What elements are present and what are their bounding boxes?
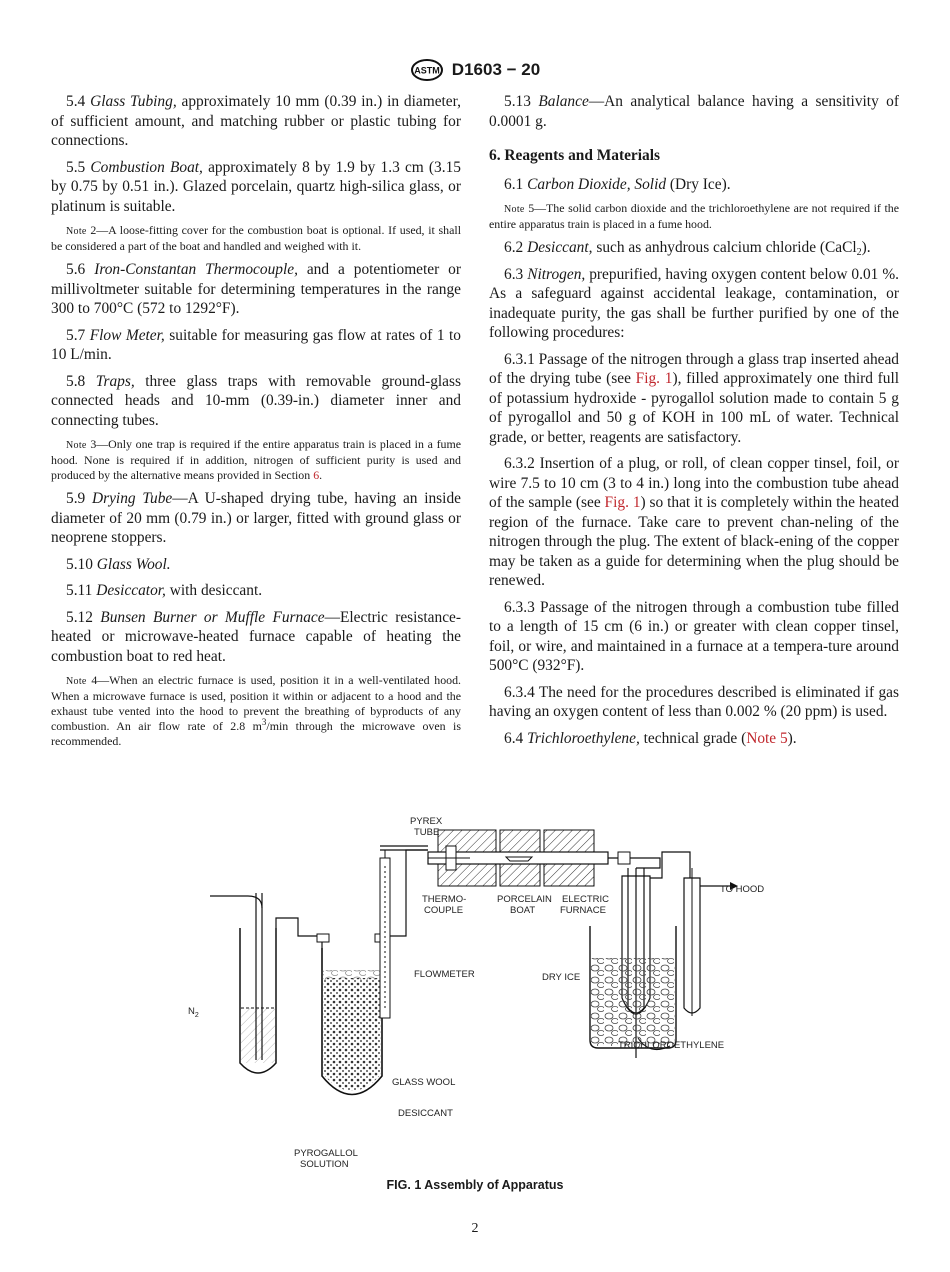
fig-1-link[interactable]: Fig. 1 xyxy=(635,370,673,387)
section-6-4: 6.4 Trichloroethylene, technical grade (Note 5). xyxy=(504,729,797,747)
section-5-5: 5.5 Combustion Boat, approximately 8 by 1.9 by 1.3 cm (3.15 by 0.75 by 0.51 in.). Glazed porcelain, quartz high-silica glass, or platinum is suitable. xyxy=(51,158,461,215)
astm-logo-icon xyxy=(410,58,444,82)
section-5-7: 5.7 Flow Meter, suitable for measuring gas flow at rates of 1 to 10 L/min. xyxy=(51,326,462,363)
note-2: Note 2—A loose-fitting cover for the combustion boat is optional. If used, it shall be considered a part of the boat and handled and weighed with it. xyxy=(51,223,461,253)
apparatus-figure xyxy=(170,808,770,1178)
section-5-4: 5.4 Glass Tubing, approximately 10 mm (0.39 in.) in diameter, of sufficient amount, and matching rubber or plastic tubing for connections. xyxy=(51,93,461,149)
label-glass-wool: GLASS WOOL xyxy=(392,1077,456,1088)
section-5-6: 5.6 Iron-Constantan Thermocouple, and a potentiometer or millivoltmeter suitable for determining temperatures in the range 300 to 700°C (572 to 1292°F). xyxy=(51,261,461,317)
page-header xyxy=(0,58,950,82)
label-electric: ELECTRIC xyxy=(562,894,609,905)
label-thermo: THERMO- xyxy=(422,894,467,905)
label-tube: TUBE xyxy=(414,827,440,838)
page-number: 2 xyxy=(471,1221,479,1236)
figure-caption: FIG. 1 Assembly of Apparatus xyxy=(386,1178,564,1192)
section-5-8: 5.8 Traps, three glass traps with removable ground-glass connected heads and 10-mm (0.39-in.) diameter inner and connecting tubes. xyxy=(51,372,461,429)
document-id: D1603 − 20 xyxy=(451,60,541,79)
fig-1-link[interactable]: Fig. 1 xyxy=(604,494,641,511)
label-porcelain: PORCELAIN xyxy=(497,894,552,905)
note-3: Note 3—Only one trap is required if the entire apparatus train is placed in a fume hood. None is required if in addition, nitrogen of sufficient purity is used and produced by the alternative means provided in Section 6. xyxy=(51,437,461,482)
drying-tube xyxy=(276,918,387,1095)
furnace xyxy=(428,830,608,886)
section-6-3: 6.3 Nitrogen, prepurified, having oxygen content below 0.01 %. As a safeguard against accidental leakage, contamination, or inadequate purity, the gas shall be further purified by one of the following procedures: xyxy=(489,265,899,341)
label-solution: SOLUTION xyxy=(300,1159,349,1170)
section-6-3-1: 6.3.1 Passage of the nitrogen through a glass trap inserted ahead of the drying tube (see Fig. 1), filled approximately one third full of potassium hydroxide - pyrogallol solution made to contain 5 g of pyrogallol and 50 g of KOH in 100 mL of water. Technical grade, or better, reagents are satisfactory. xyxy=(489,350,900,446)
svg-text:ASTM: ASTM xyxy=(414,65,440,76)
section-6-3-2: 6.3.2 Insertion of a plug, or roll, of clean copper tinsel, foil, or wire 7.5 to 10 cm (3 to 4 in.) long into the combustion tube ahead of the sample (see Fig. 1) so that it is completely within the heated region of the furnace. Take care to prevent chan-neling of the nitrogen through the plug. The extent of black-ening of the copper may be taken as a guide for determining when the plug should be renewed. xyxy=(489,455,899,589)
label-flowmeter: FLOWMETER xyxy=(414,969,475,980)
flowmeter xyxy=(380,846,428,1018)
section-5-11: 5.11 Desiccator, with desiccant. xyxy=(66,582,263,599)
note-5-link[interactable]: Note 5 xyxy=(746,729,788,747)
section-5-10: 5.10 Glass Wool. xyxy=(66,555,171,573)
section-6-2: 6.2 Desiccant, such as anhydrous calcium chloride (CaCl$_2$). xyxy=(504,239,871,258)
label-boat: BOAT xyxy=(510,905,536,916)
section-6-link[interactable]: 6 xyxy=(313,468,320,482)
section-5-9: 5.9 Drying Tube—A U-shaped drying tube, having an inside diameter of 20 mm (0.79 in.) or larger, fitted with ground glass or neoprene stoppers. xyxy=(51,490,461,546)
cold-traps xyxy=(590,852,738,1058)
note-5: Note 5—The solid carbon dioxide and the trichloroethylene are not required if the entire apparatus train is placed in a fume hood. xyxy=(489,201,899,231)
label-pyrex: PYREX xyxy=(410,816,443,827)
section-5-13: 5.13 Balance—An analytical balance having a sensitivity of 0.0001 g. xyxy=(489,93,899,130)
section-6-3-4: 6.3.4 The need for the procedures described is eliminated if gas having an oxygen content of less than 0.002 % (20 ppm) is used. xyxy=(489,683,899,720)
section-6-heading: 6. Reagents and Materials xyxy=(489,147,660,164)
pyrogallol-trap xyxy=(210,893,276,1073)
right-column xyxy=(489,92,899,755)
label-desiccant: DESICCANT xyxy=(398,1108,453,1119)
label-dry-ice: DRY ICE xyxy=(542,972,581,983)
label-n2: $N_2$ xyxy=(188,1006,199,1019)
label-trichloroethylene: TRICHLOROETHYLENE xyxy=(618,1040,725,1051)
section-5-12: 5.12 Bunsen Burner or Muffle Furnace—Electric resistance-heated or microwave-heated furnace capable of heating the combustion boat to red heat. xyxy=(51,608,461,665)
section-6-3-3: 6.3.3 Passage of the nitrogen through a combustion tube filled to a length of 15 cm (6 in.) or greater with clean copper tinsel, foil, or wire, and maintained in a furnace at a tempera-ture around 500°C (932°F). xyxy=(489,598,899,674)
left-column xyxy=(51,92,461,755)
label-to-hood: TO HOOD xyxy=(720,884,765,895)
section-6-1: 6.1 Carbon Dioxide, Solid (Dry Ice). xyxy=(504,175,731,193)
label-couple: COUPLE xyxy=(424,905,464,916)
note-4: Note 4—When an electric furnace is used, position it in a well-ventilated hood. When a microwave furnace is used, position it within or adjacent to a hood and the exhaust tube vented into the hood to prevent the breathing of byproducts of any combustion. An air flow rate of 2.8 $m^3/\min$ through the microwave oven is recommended. xyxy=(51,673,461,748)
label-furnace: FURNACE xyxy=(560,905,606,916)
label-pyrogallol: PYROGALLOL xyxy=(294,1148,358,1159)
